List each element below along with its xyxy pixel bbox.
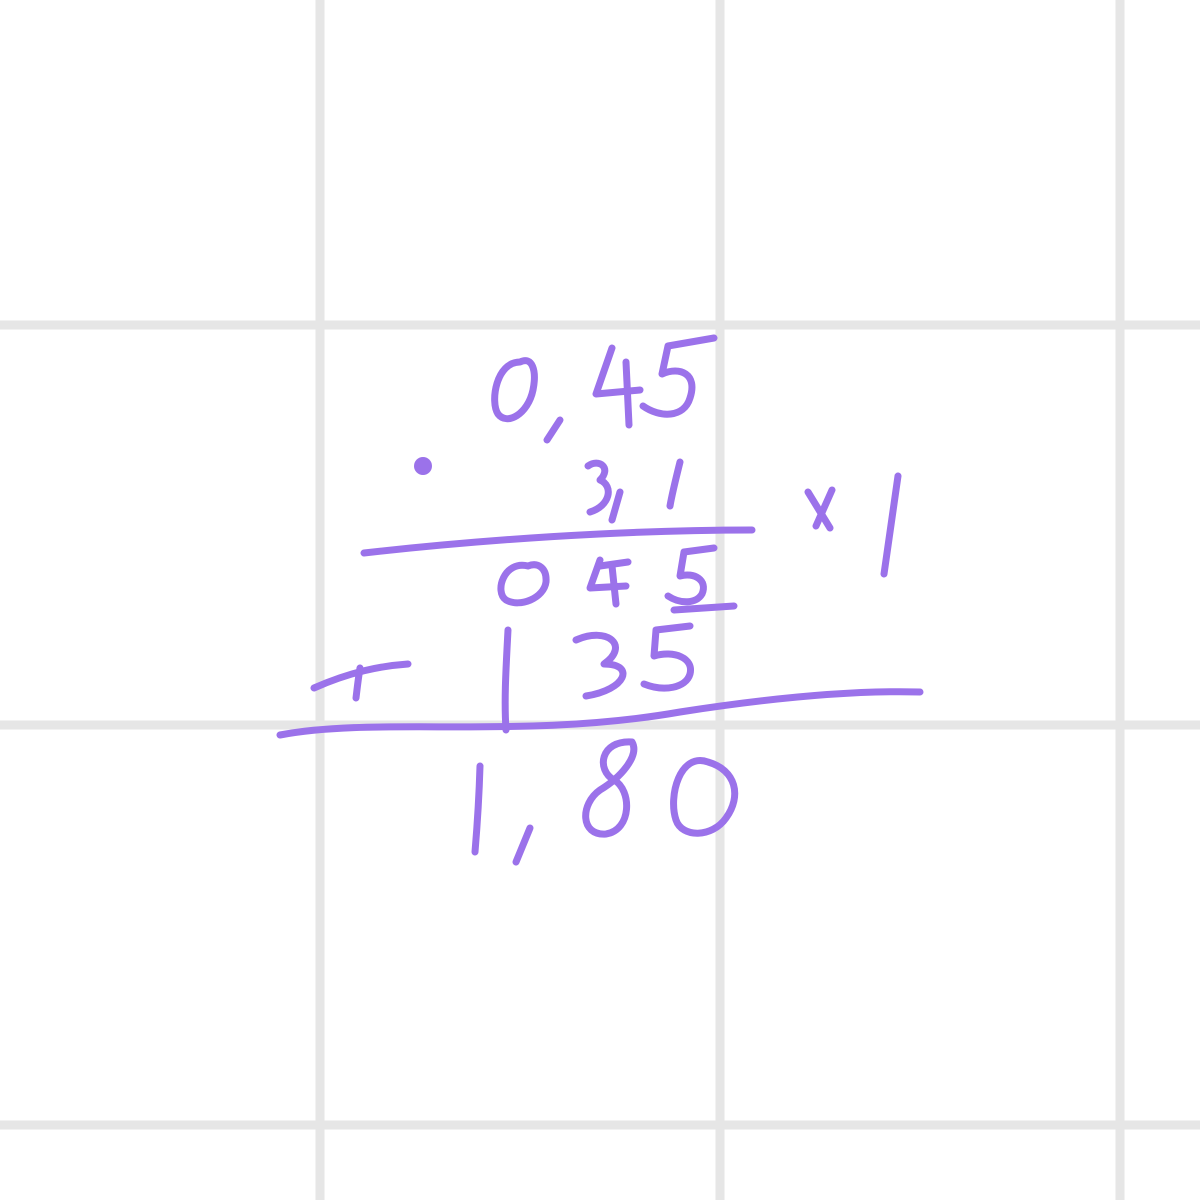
partial-product-1-strokes: [501, 548, 714, 604]
handwriting-layer: [280, 338, 920, 862]
multiply-dot: [414, 457, 432, 475]
short-rule-line: [674, 606, 734, 610]
result-strokes: [475, 742, 735, 862]
plus-sign-strokes: [314, 664, 408, 698]
multiplicand-strokes: [495, 338, 714, 440]
multiplier-strokes: [588, 462, 680, 520]
side-note-strokes: [808, 476, 898, 574]
